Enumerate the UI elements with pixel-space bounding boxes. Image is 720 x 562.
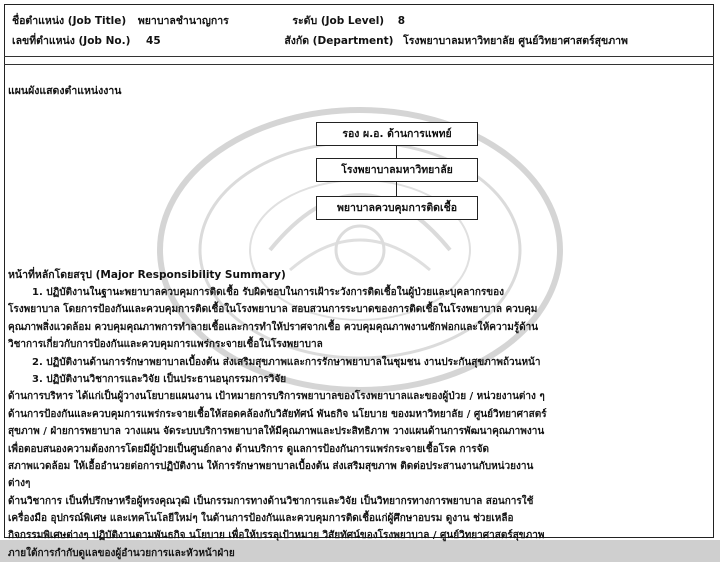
job-number-row [12, 32, 628, 49]
summary-line: กิจกรรมพิเศษต่างๆ ปฏิบัติงานตามพันธกิจ นโยบาย เพื่อให้บรรลุเป้าหมาย วิสัยทัศน์ของโรงพยาบาล / ศูนย์วิทยาศาสตร์สุขภาพ [8, 530, 545, 542]
summary-line: วิชาการเกี่ยวกับการป้องกันและควบคุมการแพร่กระจายเชื้อในโรงพยาบาล [8, 339, 323, 351]
summary-line: 2. ปฏิบัติงานด้านการรักษาพยาบาลเบื้องต้น ส่งเสริมสุขภาพและการรักษาพยาบาลในชุมชน งานประกันสุขภาพถ้วนหน้า [32, 356, 541, 368]
department-value: โรงพยาบาลมหาวิทยาลัย ศูนย์วิทยาศาสตร์สุขภาพ [403, 35, 628, 47]
summary-line: คุณภาพสิ่งแวดล้อม ควบคุมคุณภาพการทำลายเชื้อและการทำให้ปราศจากเชื้อ ควบคุมคุณภาพงานซักฟอกและให้ความรู้ด้าน [8, 321, 539, 333]
job-level-label: ระดับ (Job Level) [292, 15, 385, 27]
summary-line: ต่างๆ [8, 478, 31, 490]
summary-line: ด้านการป้องกันและควบคุมการแพร่กระจายเชื้อให้สอดคล้องกับวิสัยทัศน์ พันธกิจ นโยบาย ของมหาวิทยาลัย / ศูนย์วิทยาศาสตร์ [8, 408, 547, 420]
summary-line: โรงพยาบาล โดยการป้องกันและควบคุมการติดเชื้อในโรงพยาบาล สอบสวนการระบาดของการติดเชื้อในโรงพยาบาล ควบคุม [8, 304, 538, 316]
job-title-value: พยาบาลชำนาญการ [137, 15, 229, 27]
org-box-infection-control-nurse: พยาบาลควบคุมการติดเชื้อ [316, 196, 478, 220]
responsibility-summary-body [8, 284, 708, 562]
org-chart-title: แผนผังแสดงตำแหน่งงาน [8, 85, 122, 97]
summary-line: ด้านวิชาการ เป็นที่ปรึกษาหรือผู้ทรงคุณวุฒิ เป็นกรรมการทางด้านวิชาการและวิจัย เป็นวิทยากรทางการพยาบาล สอนการใช้ [8, 495, 534, 507]
job-header [4, 4, 714, 52]
org-connector [396, 146, 397, 158]
job-title-label: ชื่อตำแหน่ง (Job Title) [12, 15, 127, 27]
department-label: สังกัด (Department) [284, 35, 394, 47]
org-box-deputy-director: รอง ผ.อ. ด้านการแพทย์ [316, 122, 478, 146]
summary-line: เพื่อตอบสนองความต้องการโดยมีผู้ป่วยเป็นศูนย์กลาง ด้านบริการ ดูแลการป้องกันการแพร่กระจายเชื้อโรค การจัด [8, 443, 489, 455]
summary-line: ด้านการบริหาร ได้แก่เป็นผู้วางนโยบายแผนงาน เป้าหมายการบริการพยาบาลของโรงพยาบาลและของผู้ป่วย / หน่วยงานต่าง ๆ [8, 391, 545, 403]
summary-line: สุขภาพ / ฝ่ายการพยาบาล วางแผน จัดระบบบริการพยาบาลให้มีคุณภาพและประสิทธิภาพ วางแผนด้านการพัฒนาคุณภาพงาน [8, 426, 545, 438]
header-divider-bottom [4, 64, 714, 65]
job-no-label: เลขที่ตำแหน่ง (Job No.) [12, 35, 131, 47]
header-divider-top [4, 56, 714, 57]
summary-line: 3. ปฏิบัติงานวิชาการและวิจัย เป็นประธานอนุกรรมการวิจัย [32, 373, 287, 385]
job-level-value: 8 [397, 15, 406, 27]
job-no-value: 45 [146, 35, 161, 47]
summary-line: ภายใต้การกำกับดูแลของผู้อำนวยการและหัวหน้าฝ่าย [8, 547, 235, 559]
job-title-row [12, 12, 405, 29]
summary-line: เครื่องมือ อุปกรณ์พิเศษ และเทคโนโลยีใหม่ๆ ในด้านการป้องกันและควบคุมการติดเชื้อแก่ผู้ศึกษาอบรม ดูงาน ช่วยเหลือ [8, 513, 514, 525]
org-connector [396, 182, 397, 196]
org-box-hospital: โรงพยาบาลมหาวิทยาลัย [316, 158, 478, 182]
summary-line: สภาพแวดล้อม ให้เอื้ออำนวยต่อการปฏิบัติงาน ให้การรักษาพยาบาลเบื้องต้น ส่งเสริมสุขภาพ ติดต่อประสานงานกับหน่วยงาน [8, 460, 534, 472]
responsibility-summary-title: หน้าที่หลักโดยสรุป (Major Responsibility Summary) [8, 269, 286, 281]
summary-line: 1. ปฏิบัติงานในฐานะพยาบาลควบคุมการติดเชื้อ รับผิดชอบในการเฝ้าระวังการติดเชื้อในผู้ป่วยและบุคลากรของ [32, 287, 504, 298]
